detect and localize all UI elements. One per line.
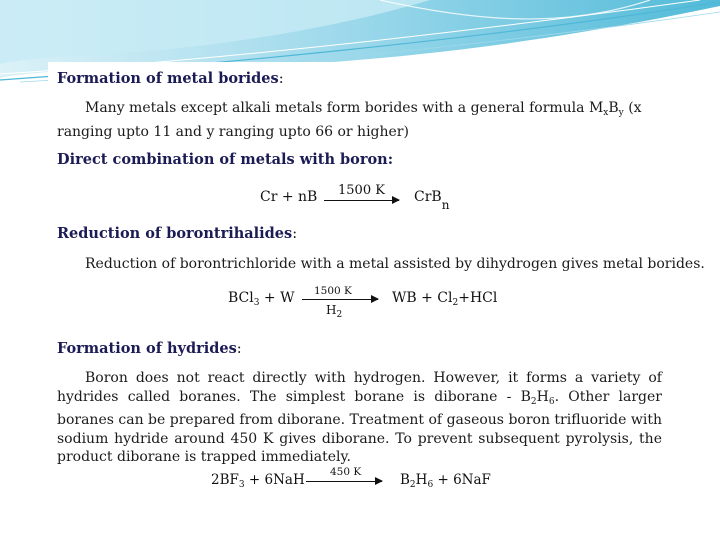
- equation-hydride-rhs: $B_2H_6 + 6NaF$: [400, 472, 491, 490]
- reaction-arrow: [302, 299, 378, 300]
- equation-hydride-lhs: $2BF_3 + 6NaH$: [211, 472, 305, 490]
- slide-content: [48, 62, 705, 500]
- equation-hydride-condition: 450 K: [330, 466, 362, 478]
- paragraph-metal-borides: Many metals except alkali metals form borides with a general formula $M_xB_y$ (x ranging upto 11 and y ranging upto 66 or higher): [57, 100, 642, 140]
- reaction-arrow: [306, 481, 382, 482]
- heading-formation-hydrides: Formation of hydrides:: [57, 340, 242, 357]
- heading-direct-combination: Direct combination of metals with boron:: [57, 151, 394, 168]
- equation-reduction-rhs: WB + $Cl_2+HCl$: [392, 290, 498, 308]
- equation-reduction-condition-bottom: $H_2$: [326, 303, 343, 320]
- equation-reduction-lhs: BCl$_3$ + W: [228, 290, 295, 308]
- heading-metal-borides: Formation of metal borides:: [57, 70, 284, 87]
- paragraph-hydrides: Boron does not react directly with hydrogen. However, it forms a variety of hydrides called boranes. The simplest borane is diborane - $B_2H_6$. Other larger boranes can be prepared from diborane. Treatment of gaseous boron trifluoride with sodium hydride around 450 K gives diborane. To prevent subsequent pyrolysis, the product diborane is trapped immediately.: [57, 370, 662, 466]
- heading-reduction: Reduction of borontrihalides:: [57, 225, 298, 242]
- equation-reduction-condition-top: 1500 K: [314, 285, 352, 297]
- equation-direct-condition: 1500 K: [338, 183, 385, 198]
- equation-direct-lhs: Cr + nB: [260, 189, 318, 205]
- paragraph-reduction: Reduction of borontrichloride with a metal assisted by dihydrogen gives metal borides.: [85, 256, 705, 272]
- equation-direct-rhs: CrBn: [414, 189, 450, 212]
- reaction-arrow: [324, 200, 399, 201]
